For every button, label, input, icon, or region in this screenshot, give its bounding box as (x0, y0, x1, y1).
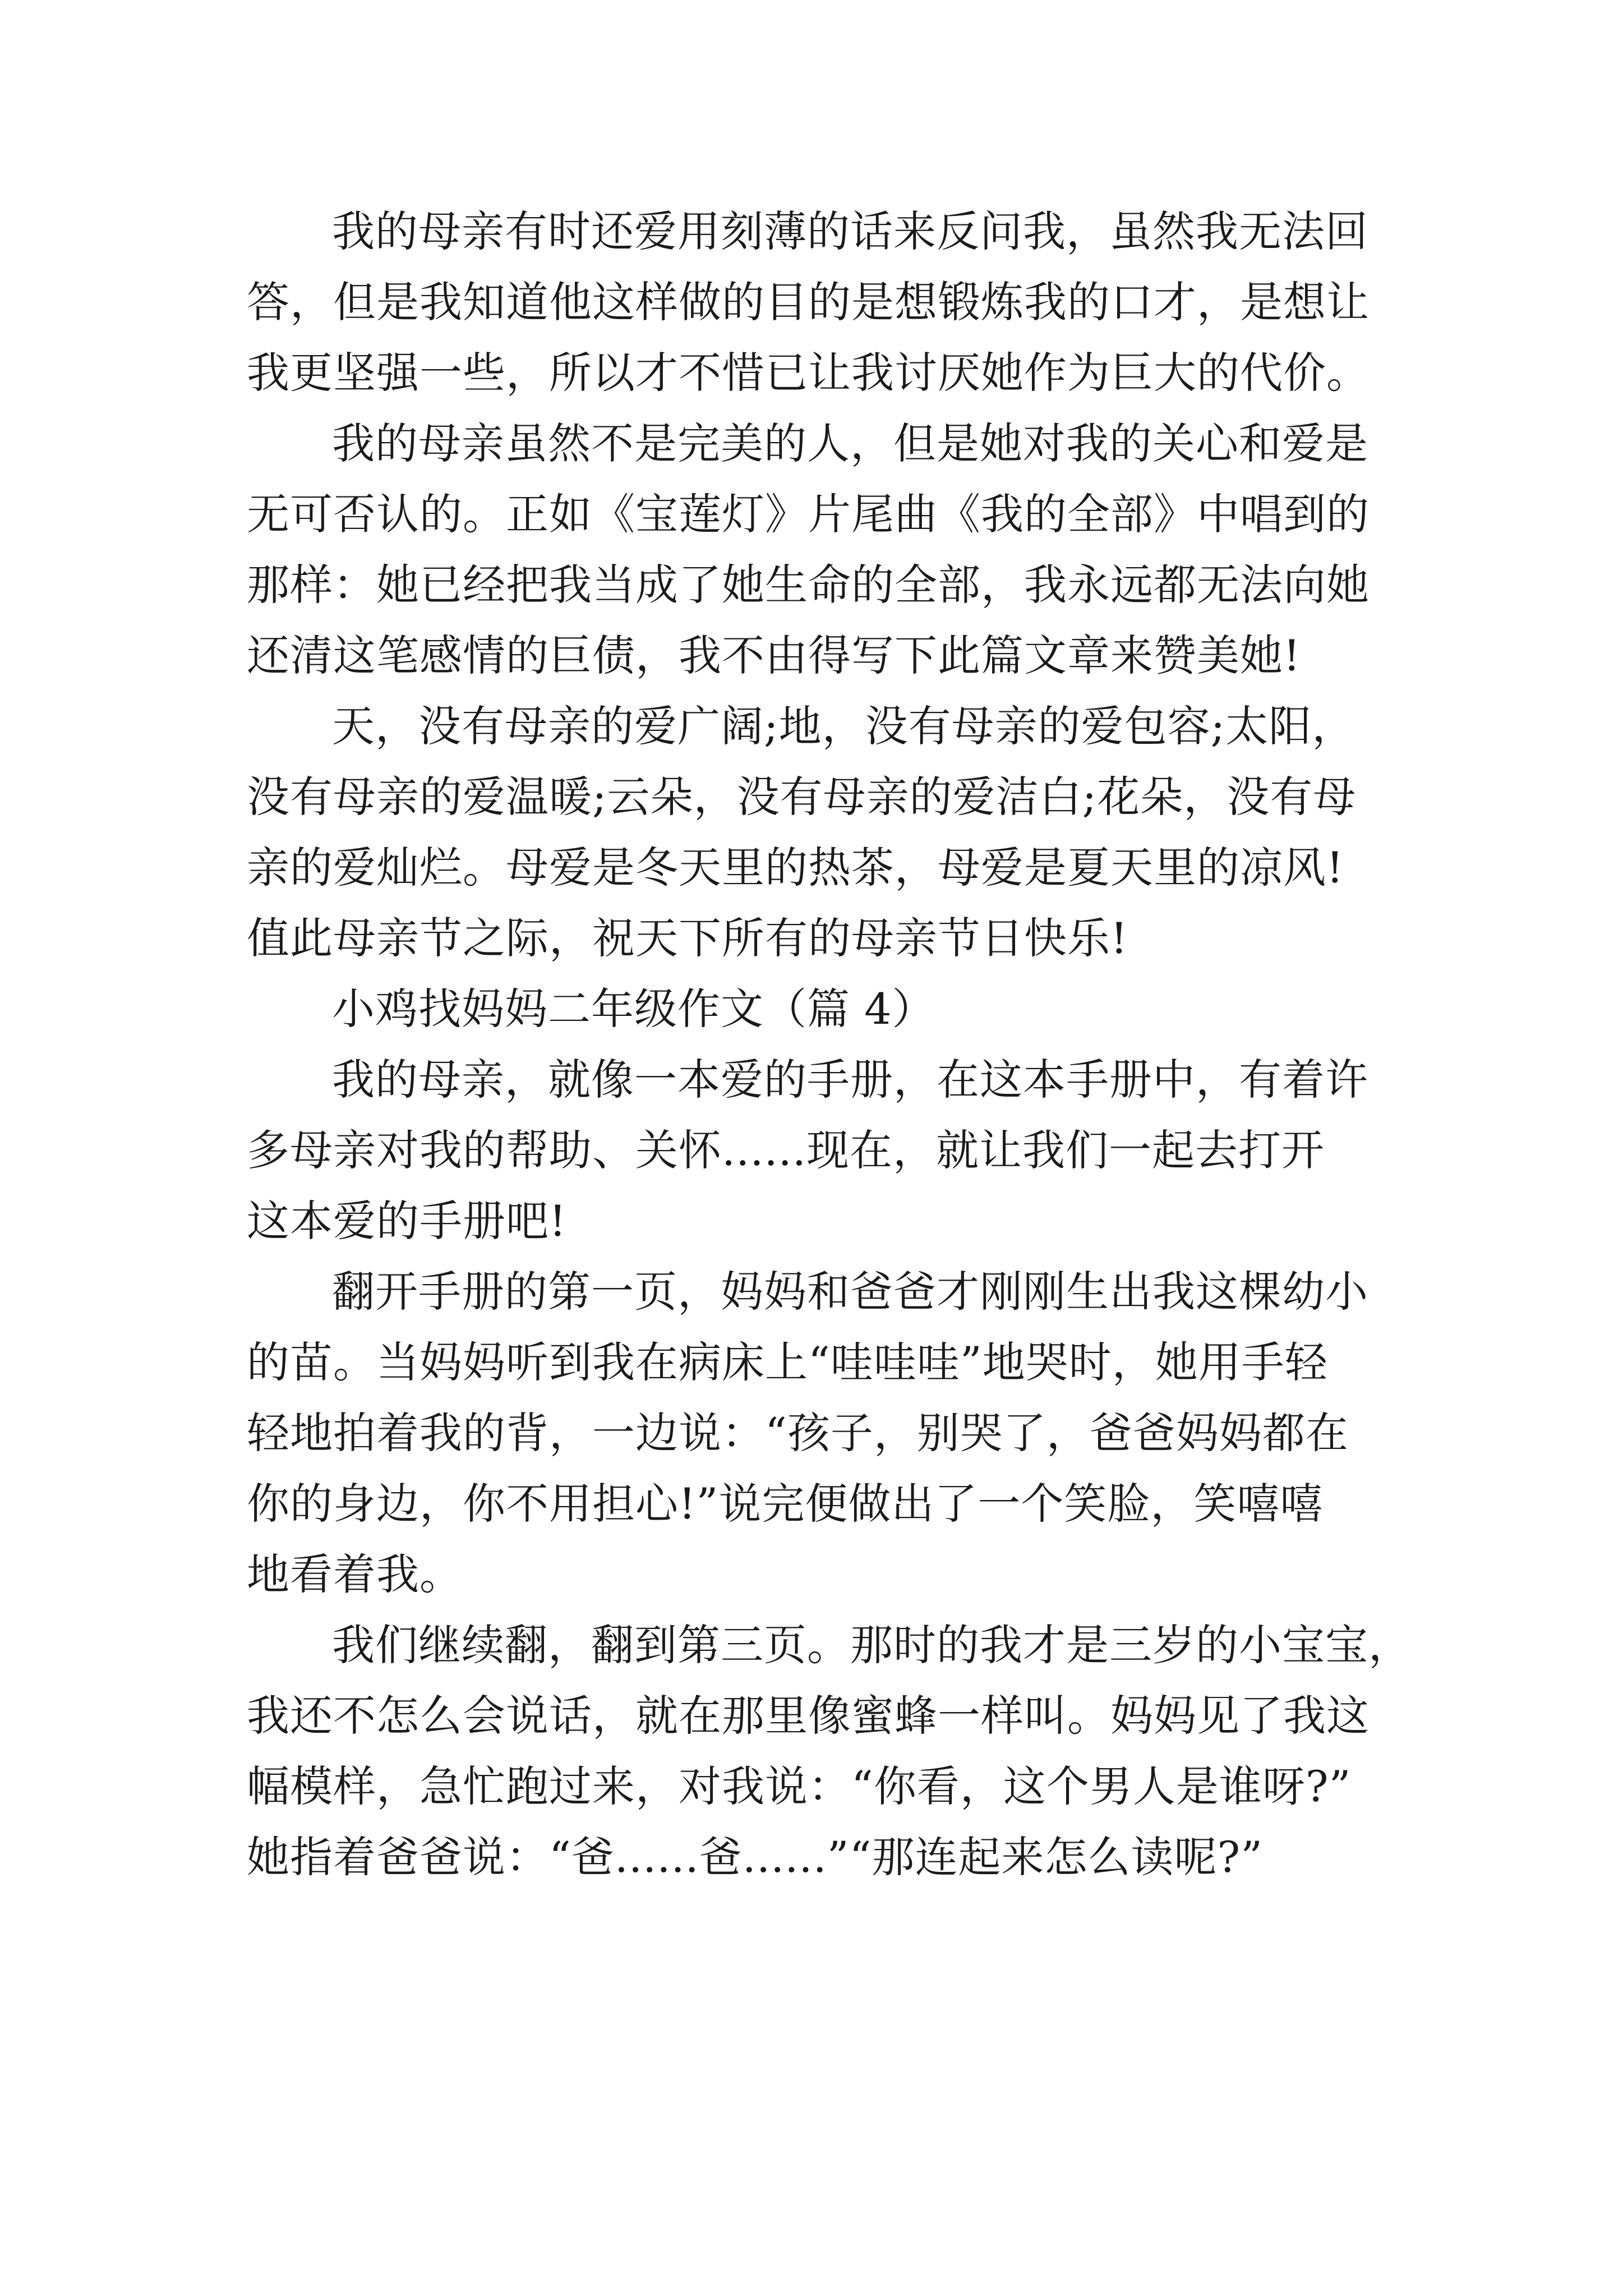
text-line: 答，但是我知道他这样做的目的是想锻炼我的口才，是想让 (247, 277, 1370, 327)
text-line: 我们继续翻，翻到第三页。那时的我才是三岁的小宝宝， (332, 1620, 1412, 1670)
text-line: 幅模样，急忙跑过来，对我说：“你看，这个男人是谁呀?” (247, 1761, 1352, 1811)
text-line: 值此母亲节之际，祝天下所有的母亲节日快乐! (247, 913, 1128, 963)
text-line: 没有母亲的爱温暖;云朵，没有母亲的爱洁白;花朵，没有母 (247, 772, 1357, 822)
text-line: 我的母亲有时还爱用刻薄的话来反问我，虽然我无法回 (332, 206, 1368, 256)
document-body (247, 196, 1412, 1893)
text-line: 无可否认的。正如《宝莲灯》片尾曲《我的全部》中唱到的 (247, 489, 1370, 539)
text-line: 我还不怎么会说话，就在那里像蜜蜂一样叫。妈妈见了我这 (247, 1691, 1370, 1741)
paragraph-4 (247, 1045, 1396, 1257)
text-line: 那样：她已经把我当成了她生命的全部，我永远都无法向她 (247, 560, 1370, 610)
text-line: 她指着爸爸说：“爸......爸......”“那连起来怎么读呢?” (247, 1832, 1264, 1882)
text-line: 我更坚强一些，所以才不惜已让我讨厌她作为巨大的代价。 (247, 348, 1370, 398)
paragraph-5 (247, 1257, 1396, 1610)
text-line: 天，没有母亲的爱广阔;地，没有母亲的爱包容;太阳， (332, 701, 1355, 751)
text-line: 亲的爱灿烂。母爱是冬天里的热茶，母爱是夏天里的凉风! (247, 843, 1344, 892)
text-line: 的苗。当妈妈听到我在病床上“哇哇哇”地哭时，她用手轻 (247, 1337, 1328, 1387)
paragraph-2 (247, 408, 1396, 691)
section-heading: 小鸡找妈妈二年级作文（篇 4） (332, 984, 935, 1034)
paragraph-6 (247, 1610, 1412, 1893)
text-line: 多母亲对我的帮助、关怀......现在，就让我们一起去打开 (247, 1125, 1325, 1175)
text-line: 这本爱的手册吧! (247, 1196, 567, 1246)
text-line: 地看着我。 (247, 1549, 463, 1599)
text-line: 轻地拍着我的背，一边说：“孩子，别哭了，爸爸妈妈都在 (247, 1408, 1349, 1458)
paragraph-3 (247, 691, 1396, 974)
text-line: 我的母亲虽然不是完美的人，但是她对我的关心和爱是 (332, 418, 1368, 468)
text-line: 翻开手册的第一页，妈妈和爸爸才刚刚生出我这棵幼小 (332, 1267, 1368, 1317)
text-line: 还清这笔感情的巨债，我不由得写下此篇文章来赞美她! (247, 631, 1301, 680)
text-line: 我的母亲，就像一本爱的手册，在这本手册中，有着许 (332, 1055, 1368, 1105)
text-line: 你的身边，你不用担心!”说完便做出了一个笑脸，笑嘻嘻 (247, 1479, 1324, 1529)
paragraph-1 (247, 196, 1396, 408)
